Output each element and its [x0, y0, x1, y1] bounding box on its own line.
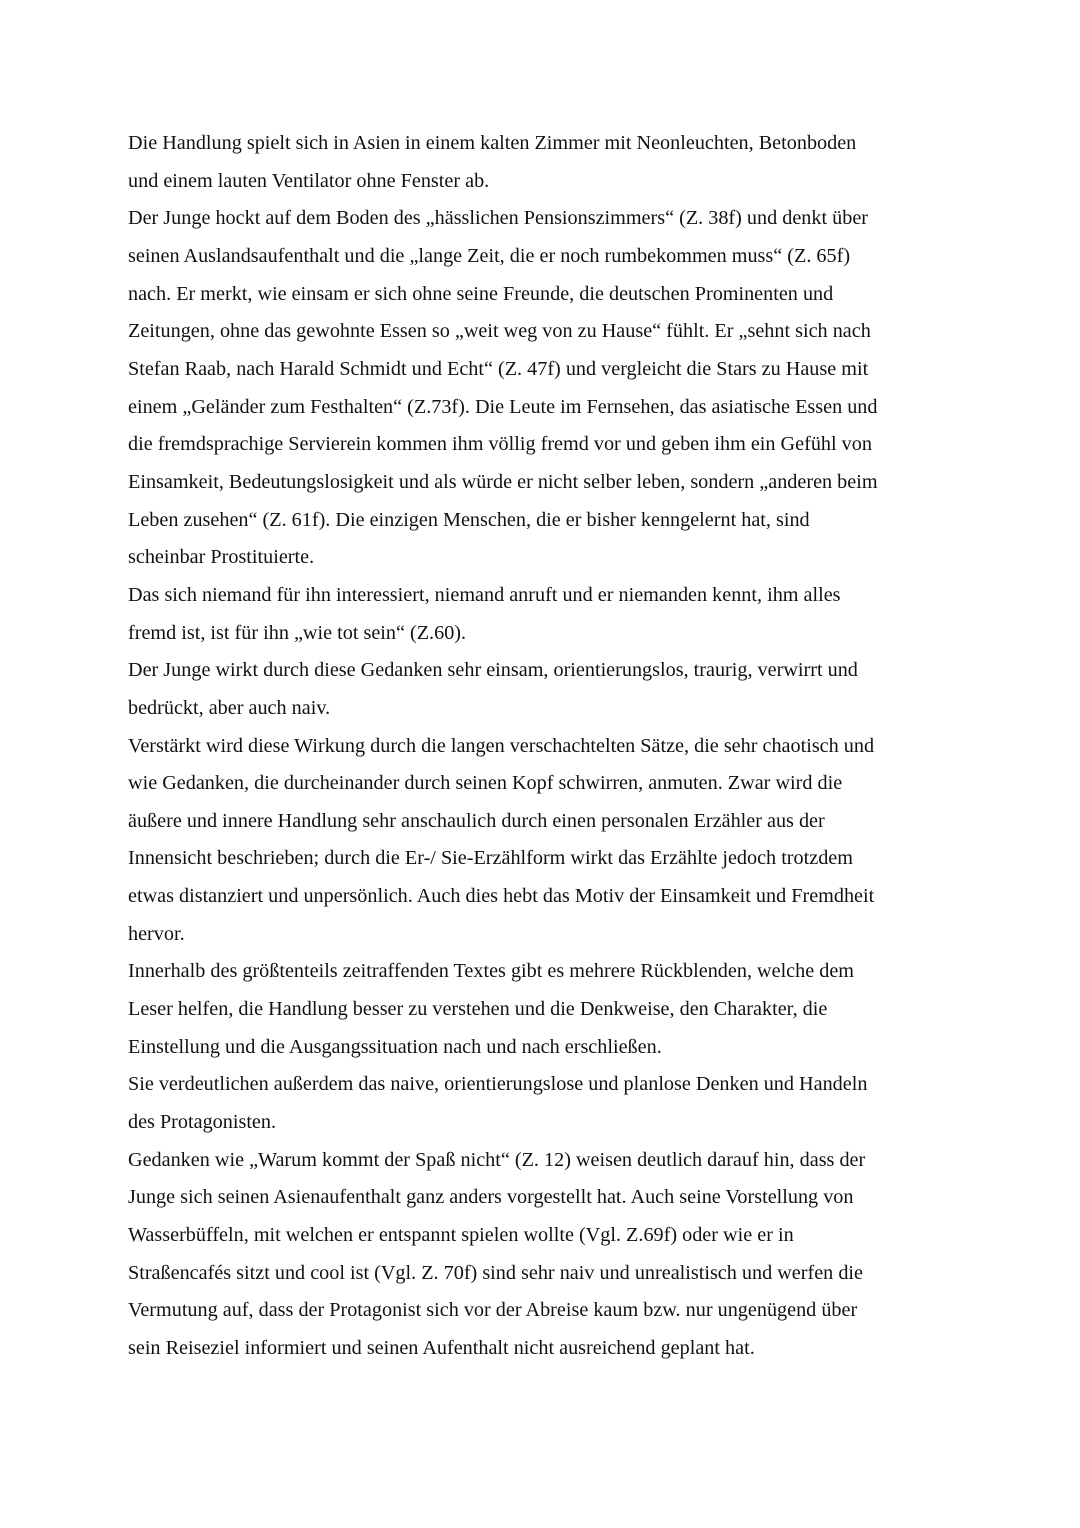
text-line: des Protagonisten.	[128, 1111, 277, 1134]
text-line: Gedanken wie „Warum kommt der Spaß nicht“ (Z. 12) weisen deutlich darauf hin, dass der	[128, 1148, 866, 1171]
text-line: die fremdsprachige Servierein kommen ihm völlig fremd vor und geben ihm ein Gefühl von	[128, 433, 872, 456]
text-line: seinen Auslandsaufenthalt und die „lange Zeit, die er noch rumbekommen muss“ (Z. 65f)	[128, 244, 851, 267]
document-body	[128, 125, 958, 1368]
text-line: Der Junge hockt auf dem Boden des „hässlichen Pensionszimmers“ (Z. 38f) und denkt über	[128, 207, 869, 230]
text-line: bedrückt, aber auch naiv.	[128, 696, 331, 719]
text-line: scheinbar Prostituierte.	[128, 546, 315, 569]
text-line: Zeitungen, ohne das gewohnte Essen so „weit weg von zu Hause“ fühlt. Er „sehnt sich nach	[128, 320, 871, 343]
text-line: Sie verdeutlichen außerdem das naive, orientierungslose und planlose Denken und Handeln	[128, 1073, 868, 1096]
text-line: Leser helfen, die Handlung besser zu verstehen und die Denkweise, den Charakter, die	[128, 998, 828, 1021]
text-line: Junge sich seinen Asienaufenthalt ganz anders vorgestellt hat. Auch seine Vorstellung von	[128, 1186, 854, 1209]
text-line: sein Reiseziel informiert und seinen Aufenthalt nicht ausreichend geplant hat.	[128, 1337, 755, 1359]
text-line: Leben zusehen“ (Z. 61f). Die einzigen Menschen, die er bisher kenngelernt hat, sind	[128, 508, 810, 531]
text-line: Verstärkt wird diese Wirkung durch die langen verschachtelten Sätze, die sehr chaotisch und	[128, 734, 875, 757]
text-line: äußere und innere Handlung sehr anschaulich durch einen personalen Erzähler aus der	[128, 809, 825, 832]
text-line: Innerhalb des größtenteils zeitraffenden Textes gibt es mehrere Rückblenden, welche dem	[128, 960, 854, 983]
text-line: etwas distanziert und unpersönlich. Auch dies hebt das Motiv der Einsamkeit und Fremdheit	[128, 885, 875, 908]
text-line: Wasserbüffeln, mit welchen er entspannt spielen wollte (Vgl. Z.69f) oder wie er in	[128, 1224, 794, 1247]
text-line: Stefan Raab, nach Harald Schmidt und Echt“ (Z. 47f) und vergleicht die Stars zu Hause mit	[128, 357, 869, 380]
text-line: einem „Geländer zum Festhalten“ (Z.73f). Die Leute im Fernsehen, das asiatische Essen und	[128, 395, 878, 418]
text-line: hervor.	[128, 922, 185, 945]
text-line: wie Gedanken, die durcheinander durch seinen Kopf schwirren, anmuten. Zwar wird die	[128, 772, 843, 795]
text-line: Straßencafés sitzt und cool ist (Vgl. Z. 70f) sind sehr naiv und unrealistisch und werfen die	[128, 1261, 863, 1284]
text-line: Der Junge wirkt durch diese Gedanken sehr einsam, orientierungslos, traurig, verwirrt und	[128, 659, 858, 682]
text-line: nach. Er merkt, wie einsam er sich ohne seine Freunde, die deutschen Prominenten und	[128, 282, 834, 305]
text-line: fremd ist, ist für ihn „wie tot sein“ (Z.60).	[128, 621, 467, 644]
text-line: Einstellung und die Ausgangssituation nach und nach erschließen.	[128, 1035, 662, 1058]
text-line: Einsamkeit, Bedeutungslosigkeit und als würde er nicht selber leben, sondern „anderen beim	[128, 470, 878, 493]
text-line: Die Handlung spielt sich in Asien in einem kalten Zimmer mit Neonleuchten, Betonboden	[128, 132, 857, 154]
text-line: Das sich niemand für ihn interessiert, niemand anruft und er niemanden kennt, ihm alles	[128, 583, 841, 606]
text-line: Innensicht beschrieben; durch die Er-/ Sie-Erzählform wirkt das Erzählte jedoch trotzdem	[128, 847, 853, 870]
text-line: Vermutung auf, dass der Protagonist sich vor der Abreise kaum bzw. nur ungenügend über	[128, 1299, 858, 1322]
text-line: und einem lauten Ventilator ohne Fenster ab.	[128, 169, 490, 192]
